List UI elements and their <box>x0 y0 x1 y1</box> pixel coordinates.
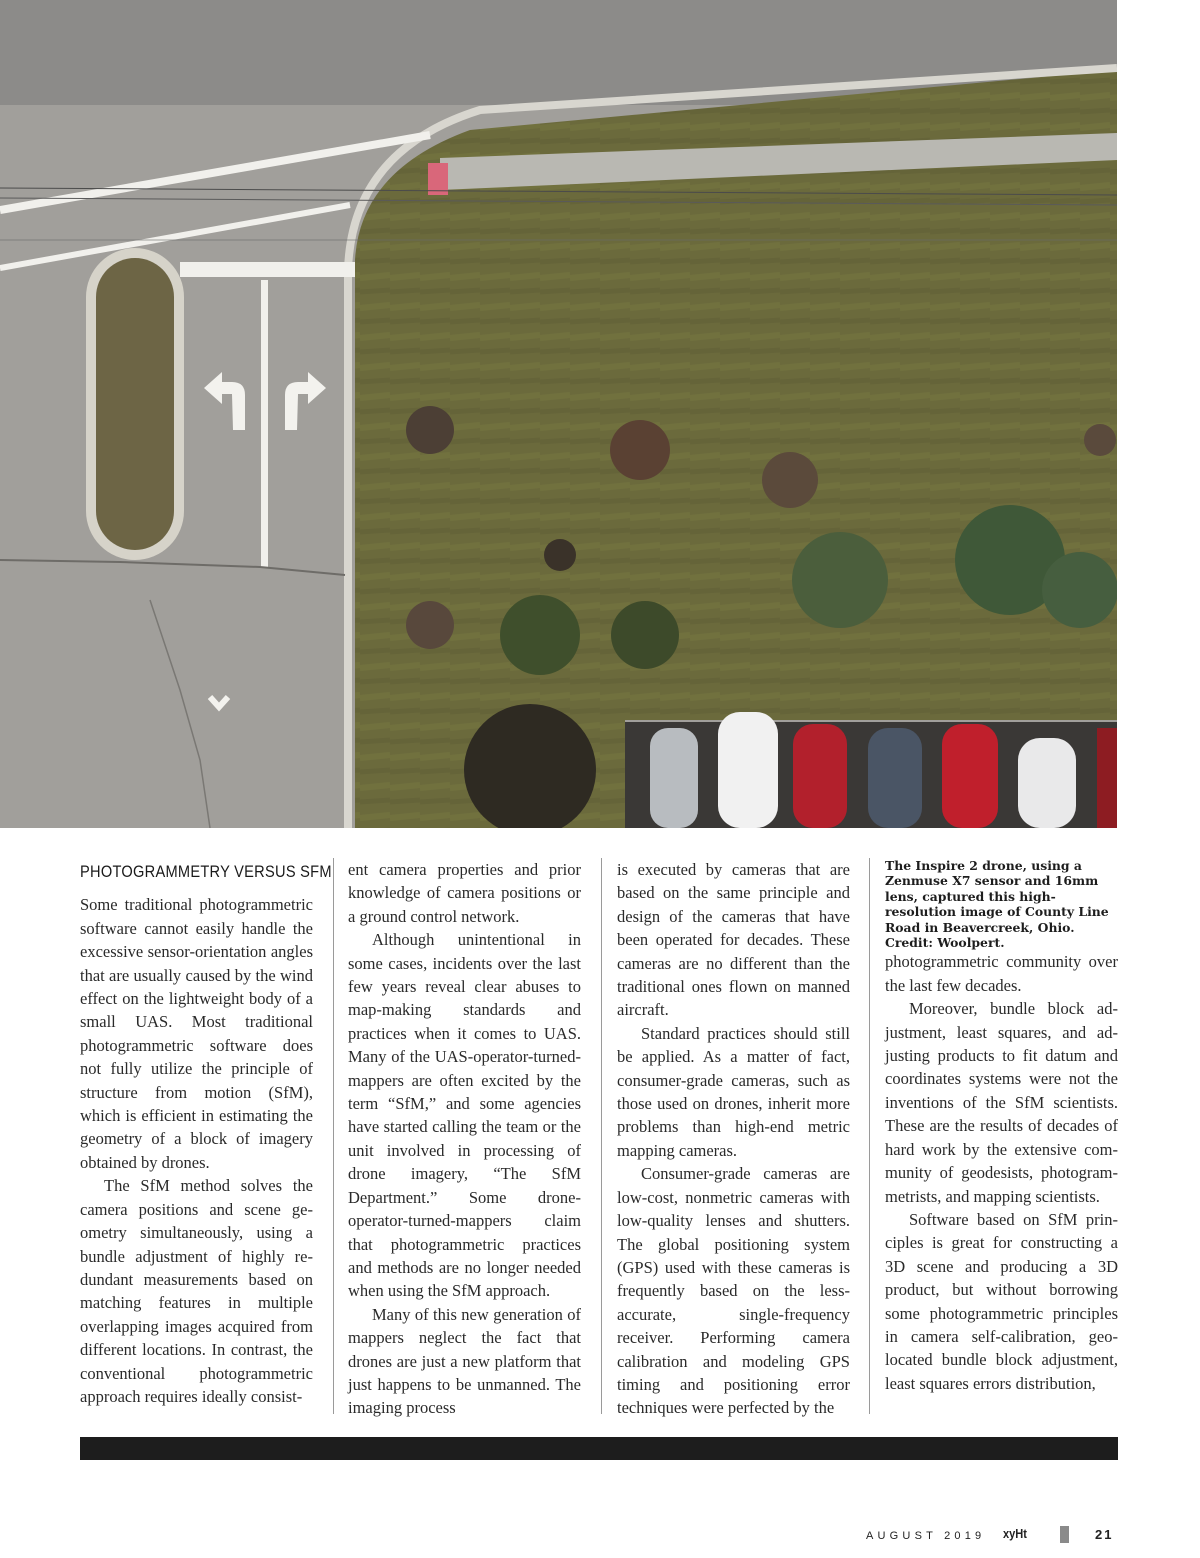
footer-bar <box>80 1437 1118 1460</box>
paragraph: Some traditional photogrammetric software cannot easily handle the excessive sensor-orientation angles that are usually caused by the wind effect on the lightweight body of a small UAS. Most traditional photogrammetric software does not fully utilize the principle of structure from motion (SfM), which is efficient in estimating the geometry of a block of imagery obtained by drones. <box>80 895 313 1172</box>
column-divider <box>601 858 602 1414</box>
paragraph: photogrammetric community over the last few decades. <box>885 952 1118 995</box>
article-column-4 <box>885 858 1118 1395</box>
paragraph: Consumer-grade cameras are low-cost, nonmetric cameras with low-quality lenses and shutters. The global positioning system (GPS) used with these cameras is frequently based on the less-accurate, single-frequency receiver. Performing camera calibration and modeling GPS timing and positioning error techniques were perfected by the <box>617 1164 850 1418</box>
paragraph: Many of this new generation of mappers neglect the fact that drones are just a new platform that just happens to be unmanned. The imaging process <box>348 1304 581 1418</box>
article-column-3 <box>617 858 850 1420</box>
paragraph: ent camera properties and prior knowledge of camera positions or a ground control network. <box>348 860 581 926</box>
paragraph: Although unintentional in some cases, incidents over the last few years reveal clear abuses to map-making standards and practices when it comes to UAS. Many of the UAS-operator-turned-mappers are often excited by the term “SfM,” and some agencies have started calling the team or the unit involved in processing of drone imagery, “The SfM Department.” Some drone-operator-turned-mappers claim that photogrammetric practices and methods are no longer needed when using the SfM approach. <box>348 930 581 1301</box>
footer-marker <box>1060 1526 1069 1543</box>
column-divider <box>333 858 334 1414</box>
aerial-photo <box>0 0 1117 828</box>
paragraph: The SfM method solves the camera positions and scene geometry simultaneously, using a bundle adjustment of highly redundant measurements based on matching features in multiple overlapping images acquired from different locations. In contrast, the conventional photogrammetric approach requires ideally consist- <box>80 1176 313 1406</box>
photo-caption: The Inspire 2 drone, using a Zenmuse X7 sensor and 16mm lens, captured this high-resolution image of County Line Road in Beavercreek, Ohio. Credit: Woolpert. <box>885 858 1109 951</box>
article-column-2 <box>348 858 581 1420</box>
magazine-name: xyHt <box>1003 1526 1027 1541</box>
paragraph: Software based on SfM principles is great for constructing a 3D scene and producing a 3D product, but without borrowing some photogrammetric principles in camera self-calibration, geolocated bundle block adjustment, least squares errors distribution, <box>885 1209 1118 1393</box>
paragraph: is executed by cameras that are based on the same principle and design of the cameras that have been operated for decades. These cameras are no different than the traditional ones flown on manned aircraft. <box>617 860 850 1020</box>
column-divider <box>869 858 870 1414</box>
paragraph: Standard practices should still be applied. As a matter of fact, consumer-grade cameras, such as those used on drones, inherit more problems than high-end metric mapping cameras. <box>617 1023 850 1160</box>
article-column-1 <box>80 858 332 1408</box>
issue-date: AUGUST 2019 <box>866 1530 986 1542</box>
section-heading: PHOTOGRAMMETRY VERSUS SFM <box>80 862 332 881</box>
paragraph: Moreover, bundle block adjustment, least squares, and adjusting products to fit datum and coordinates systems were not the inventions of the SfM scientists. These are the results of decades of hard work by the extensive community of geodesists, photogrammetrists, and mapping scientists. <box>885 999 1118 1206</box>
page-number: 21 <box>1095 1527 1114 1542</box>
